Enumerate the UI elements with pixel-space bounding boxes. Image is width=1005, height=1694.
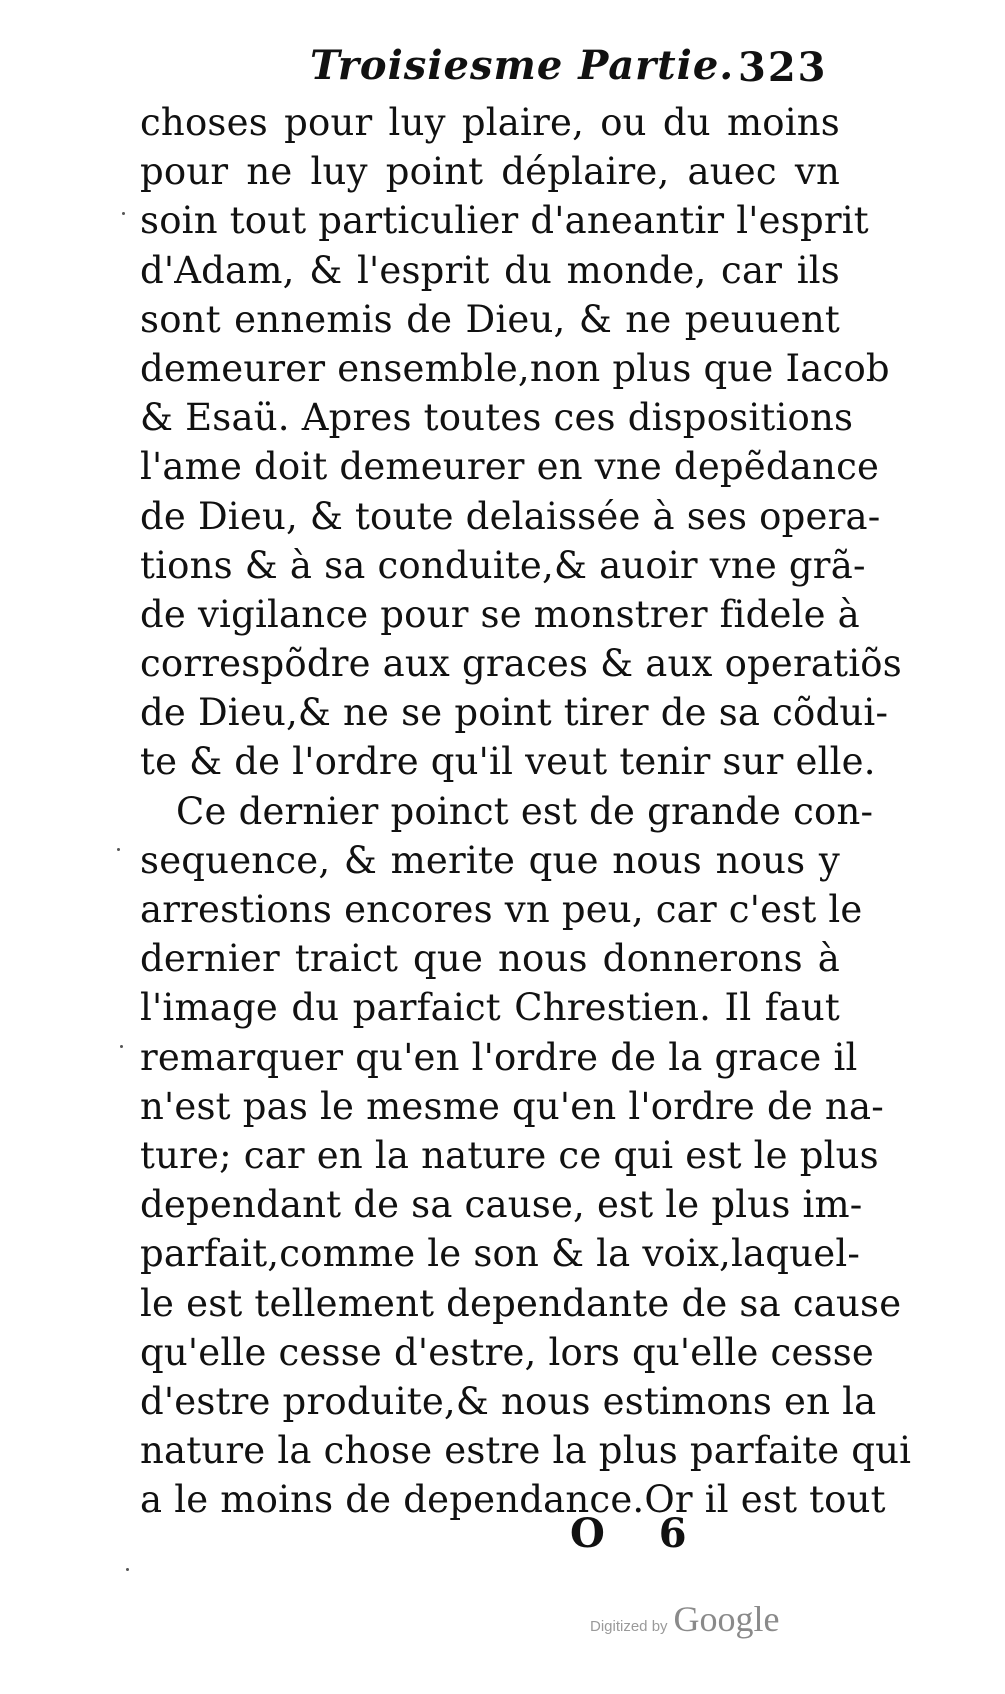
page-number: 323 [738,44,828,91]
running-title: Troisiesme Partie. [310,42,735,89]
ink-speck [120,1045,123,1048]
text-line: tions & à sa conduite,& auoir vne grã- [140,543,866,587]
google-logo: Google [673,1599,780,1639]
signature-mark: O 6 [570,1510,707,1557]
text-line: d'Adam, & l'esprit du monde, car ils [140,248,840,292]
text-line: parfait,comme le son & la voix,laquel- [140,1232,861,1276]
digitized-label: Digitized by [590,1618,668,1635]
digitized-footer [590,1598,780,1640]
text-line: pour ne luy point déplaire, auec vn [140,150,840,194]
text-line: choses pour luy plaire, ou du moins [140,101,840,144]
text-line: ture; car en la nature ce qui est le plus [140,1133,879,1177]
text-line: d'estre produite,& nous estimons en la [140,1379,877,1423]
text-line: dernier traict que nous donnerons à [140,937,840,981]
ink-speck [117,848,120,851]
text-line: l'image du parfaict Chrestien. Il faut [140,986,840,1030]
text-line: remarquer qu'en l'ordre de la grace il [140,1035,858,1079]
text-line: correspõdre aux graces & aux operatiõs [140,642,902,686]
paragraph-start-line: Ce dernier poinct est de grande con- [176,789,874,833]
text-line: n'est pas le mesme qu'en l'ordre de na- [140,1084,884,1128]
text-line: a le moins de dependance.Or il est tout [140,1478,886,1522]
text-line: dependant de sa cause, est le plus im- [140,1183,863,1227]
text-line: & Esaü. Apres toutes ces dispositions [140,396,854,440]
text-line: te & de l'ordre qu'il veut tenir sur elle. [140,740,876,784]
text-line: nature la chose estre la plus parfaite qui [140,1429,912,1473]
text-line: de vigilance pour se monstrer fidele à [140,592,860,636]
ink-speck [122,212,125,215]
text-line: le est tellement dependante de sa cause [140,1281,902,1325]
text-line: l'ame doit demeurer en vne depẽdance [140,445,880,489]
ink-speck [126,1568,129,1571]
text-line: de Dieu, & toute delaissée à ses opera- [140,494,881,538]
text-line: soin tout particulier d'aneantir l'esprit [140,199,869,243]
body-text [140,98,912,1524]
text-line: arrestions encores vn peu, car c'est le [140,888,863,931]
text-line: sequence, & merite que nous nous y [140,838,840,882]
text-line: sont ennemis de Dieu, & ne peuuent [140,297,840,341]
text-line: de Dieu,& ne se point tirer de sa cõdui- [140,691,889,735]
text-line: demeurer ensemble,non plus que Iacob [140,346,890,390]
text-line: qu'elle cesse d'estre, lors qu'elle cesse [140,1330,875,1374]
